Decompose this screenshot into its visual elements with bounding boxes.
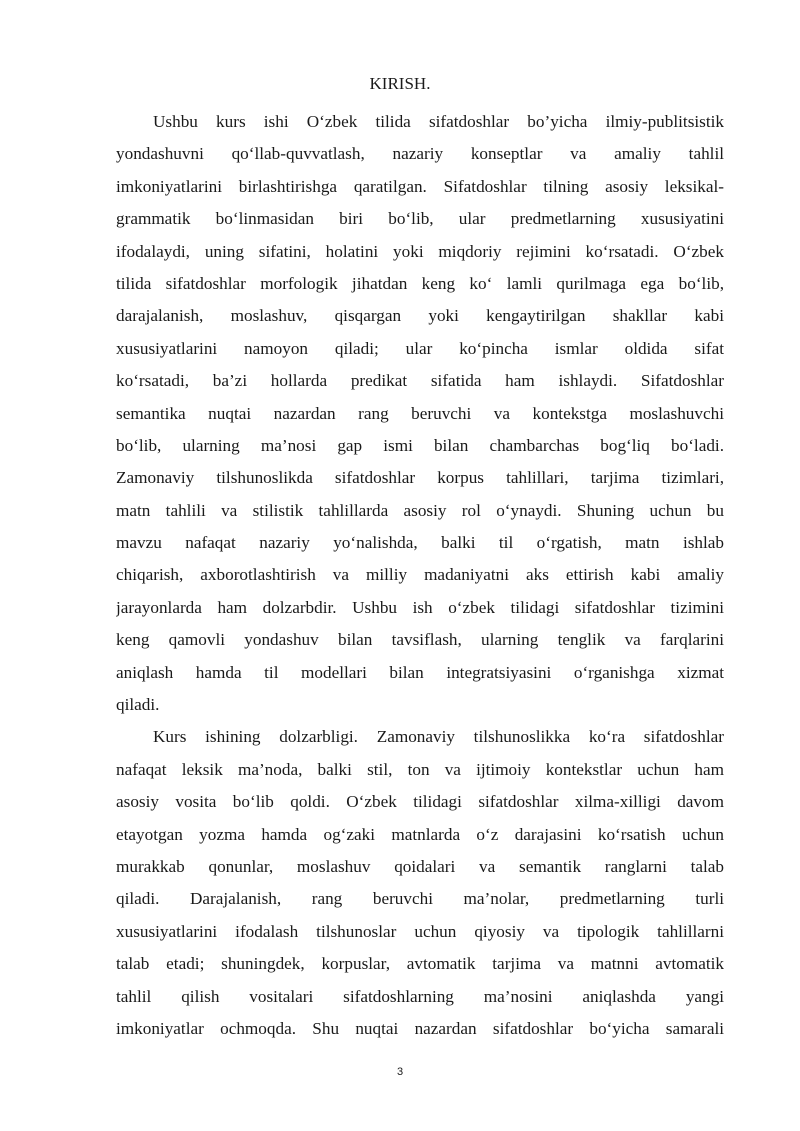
section-title: KIRISH. (369, 74, 431, 93)
text-line: ko‘rsatadi, ba’zi hollarda predikat sifatida ham ishlaydi. Sifatdoshlar (116, 371, 724, 391)
text-line: aniqlash hamda til modellari bilan integratsiyasini o‘rganishga xizmat (116, 662, 724, 682)
text-line: murakkab qonunlar, moslashuv qoidalari va semantik ranglarni talab (116, 856, 724, 876)
text-line: bo‘lib, ularning ma’nosi gap ismi bilan chambarchas bog‘liq bo‘ladi. (116, 435, 724, 455)
page-number: 3 (396, 1066, 404, 1078)
text-line: keng qamovli yondashuv bilan tavsiflash, ularning tenglik va farqlarini (116, 630, 724, 650)
text-line: matn tahlili va stilistik tahlillarda asosiy rol o‘ynaydi. Shuning uchun bu (116, 500, 724, 520)
text-line: jarayonlarda ham dolzarbdir. Ushbu ish o‘zbek tilidagi sifatdoshlar tizimini (116, 597, 724, 617)
text-line: tilida sifatdoshlar morfologik jihatdan keng ko‘ lamli qurilmaga ega bo‘lib, (116, 273, 724, 293)
text-line: imkoniyatlarini birlashtirishga qaratilgan. Sifatdoshlar tilning asosiy leksikal- (116, 176, 724, 196)
text-line: mavzu nafaqat nazariy yo‘nalishda, balki til o‘rgatish, matn ishlab (116, 533, 724, 553)
text-line: talab etadi; shuningdek, korpuslar, avtomatik tarjima va matnni avtomatik (116, 954, 724, 974)
text-line: imkoniyatlar ochmoqda. Shu nuqtai nazardan sifatdoshlar bo‘yicha samarali (116, 1018, 724, 1038)
text-line: etayotgan yozma hamda og‘zaki matnlarda o‘z darajasini ko‘rsatish uchun (116, 824, 724, 844)
text-line: Kurs ishining dolzarbligi. Zamonaviy tilshunoslikka ko‘ra sifatdoshlar (153, 727, 724, 747)
text-line: semantika nuqtai nazardan rang beruvchi va kontekstga moslashuvchi (116, 403, 724, 423)
text-line: darajalanish, moslashuv, qisqargan yoki kengaytirilgan shakllar kabi (116, 306, 724, 326)
text-line: ifodalaydi, uning sifatini, holatini yoki miqdoriy rejimini ko‘rsatadi. O‘zbek (116, 241, 724, 261)
text-line: xususiyatlarini ifodalash tilshunoslar uchun qiyosiy va tipologik tahlillarni (116, 921, 724, 941)
text-line: qiladi. Darajalanish, rang beruvchi ma’nolar, predmetlarning turli (116, 889, 724, 909)
text-line: chiqarish, axborotlashtirish va milliy madaniyatni aks ettirish kabi amaliy (116, 565, 724, 585)
text-line: asosiy vosita bo‘lib qoldi. O‘zbek tilidagi sifatdoshlar xilma-xilligi davom (116, 792, 724, 812)
paragraph-introduction (116, 106, 724, 721)
paragraph-relevance (116, 721, 724, 1045)
text-line: grammatik bo‘linmasidan biri bo‘lib, ular predmetlarning xususiyatini (116, 209, 724, 229)
text-line: qiladi. (116, 695, 160, 715)
body-text (116, 106, 724, 1045)
text-line: xususiyatlarini namoyon qiladi; ular ko‘pincha ismlar oldida sifat (116, 338, 724, 358)
text-line: yondashuvni qo‘llab-quvvatlash, nazariy konseptlar va amaliy tahlil (116, 144, 724, 164)
text-line: Zamonaviy tilshunoslikda sifatdoshlar korpus tahlillari, tarjima tizimlari, (116, 468, 724, 488)
text-line: nafaqat leksik ma’noda, balki stil, ton va ijtimoiy kontekstlar uchun ham (116, 759, 724, 779)
text-line: tahlil qilish vositalari sifatdoshlarning ma’nosini aniqlashda yangi (116, 986, 724, 1006)
text-line: Ushbu kurs ishi O‘zbek tilida sifatdoshlar bo’yicha ilmiy-publitsistik (153, 112, 724, 131)
